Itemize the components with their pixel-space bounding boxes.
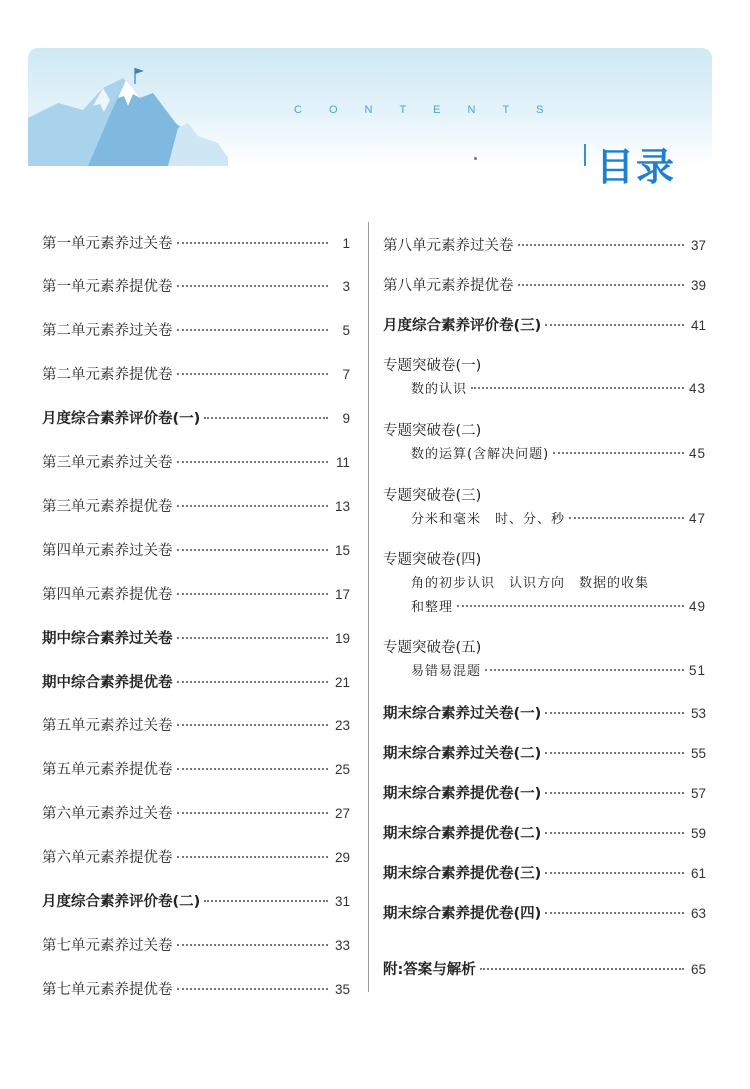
dot-leader bbox=[177, 681, 329, 683]
toc-entry[interactable]: 第二单元素养过关卷 5 bbox=[42, 323, 350, 339]
dot-leader bbox=[471, 387, 684, 389]
toc-entry[interactable]: 第五单元素养提优卷 25 bbox=[42, 762, 350, 778]
dot-leader bbox=[204, 900, 328, 902]
toc-entry[interactable]: 第一单元素养提优卷 3 bbox=[42, 279, 350, 295]
dot-leader bbox=[569, 517, 684, 519]
toc-subentry[interactable]: 数的认识 43 bbox=[411, 381, 706, 397]
toc-entry[interactable]: 第六单元素养过关卷 27 bbox=[42, 806, 350, 822]
dot-leader bbox=[177, 812, 329, 814]
dot-leader bbox=[545, 872, 684, 874]
dot-leader bbox=[177, 768, 329, 770]
toc-section-heading[interactable]: 专题突破卷(二) bbox=[383, 423, 482, 439]
toc-entry[interactable]: 期中综合素养提优卷 21 bbox=[42, 675, 350, 691]
dot-leader bbox=[518, 244, 685, 246]
toc-subentry[interactable]: 分米和毫米 时、分、秒 47 bbox=[411, 511, 706, 527]
toc-entry[interactable]: 月度综合素养评价卷(一) 9 bbox=[42, 411, 350, 427]
decor-dot bbox=[474, 157, 477, 160]
toc-section-heading[interactable]: 专题突破卷(四) bbox=[383, 552, 482, 568]
dot-leader bbox=[485, 669, 684, 671]
dot-leader bbox=[545, 792, 684, 794]
dot-leader bbox=[518, 284, 685, 286]
toc-entry[interactable]: 月度综合素养评价卷(三) 41 bbox=[383, 318, 706, 334]
toc-entry[interactable]: 第七单元素养过关卷 33 bbox=[42, 938, 350, 954]
dot-leader bbox=[177, 637, 329, 639]
toc-entry[interactable]: 期末综合素养提优卷(四) 63 bbox=[383, 906, 706, 922]
toc-entry[interactable]: 第八单元素养提优卷 39 bbox=[383, 278, 706, 294]
toc-subentry-line[interactable]: 角的初步认识 认识方向 数据的收集 bbox=[411, 576, 650, 591]
toc-entry[interactable]: 第四单元素养过关卷 15 bbox=[42, 543, 350, 559]
dot-leader bbox=[177, 373, 329, 375]
mountain-illustration bbox=[28, 48, 228, 166]
toc-entry[interactable]: 第八单元素养过关卷 37 bbox=[383, 238, 706, 254]
dot-leader bbox=[553, 452, 684, 454]
toc-section-heading[interactable]: 专题突破卷(一) bbox=[383, 358, 482, 374]
toc-right-column bbox=[368, 222, 711, 992]
toc-subentry[interactable]: 易错易混题 51 bbox=[411, 663, 706, 679]
toc-entry[interactable]: 期末综合素养过关卷(二) 55 bbox=[383, 746, 706, 762]
toc-entry[interactable]: 月度综合素养评价卷(二) 31 bbox=[42, 894, 350, 910]
toc-entry[interactable]: 第四单元素养提优卷 17 bbox=[42, 587, 350, 603]
toc-entry[interactable]: 期末综合素养提优卷(二) 59 bbox=[383, 826, 706, 842]
page-title: 目录 bbox=[596, 145, 677, 189]
toc-entry-answers[interactable]: 附:答案与解析 65 bbox=[383, 962, 706, 978]
dot-leader bbox=[545, 912, 684, 914]
dot-leader bbox=[177, 505, 329, 507]
dot-leader bbox=[204, 417, 328, 419]
header-banner bbox=[28, 48, 712, 189]
dot-leader bbox=[177, 461, 329, 463]
dot-leader bbox=[545, 752, 684, 754]
toc-entry[interactable]: 第七单元素养提优卷 35 bbox=[42, 982, 350, 998]
dot-leader bbox=[457, 605, 684, 607]
toc-section-heading[interactable]: 专题突破卷(五) bbox=[383, 640, 482, 656]
dot-leader bbox=[177, 988, 329, 990]
toc-entry[interactable]: 第六单元素养提优卷 29 bbox=[42, 850, 350, 866]
dot-leader bbox=[177, 285, 329, 287]
toc-entry[interactable]: 期末综合素养提优卷(一) 57 bbox=[383, 786, 706, 802]
toc-entry[interactable]: 第二单元素养提优卷 7 bbox=[42, 367, 350, 383]
dot-leader bbox=[545, 324, 684, 326]
dot-leader bbox=[177, 856, 329, 858]
toc-entry[interactable]: 期末综合素养提优卷(三) 61 bbox=[383, 866, 706, 882]
dot-leader bbox=[545, 712, 684, 714]
dot-leader bbox=[177, 549, 329, 551]
toc-entry[interactable]: 第一单元素养过关卷 1 bbox=[42, 236, 350, 252]
dot-leader bbox=[177, 329, 329, 331]
dot-leader bbox=[177, 944, 329, 946]
toc-subentry[interactable]: 数的运算(含解决问题) 45 bbox=[411, 446, 706, 462]
toc-subentry[interactable]: 和整理 49 bbox=[411, 599, 706, 615]
dot-leader bbox=[545, 832, 684, 834]
contents-word: CONTENTS bbox=[294, 104, 571, 116]
toc-entry[interactable]: 期中综合素养过关卷 19 bbox=[42, 631, 350, 647]
dot-leader bbox=[177, 593, 329, 595]
title-divider bbox=[584, 144, 586, 166]
toc-entry[interactable]: 第五单元素养过关卷 23 bbox=[42, 718, 350, 734]
toc-section-heading[interactable]: 专题突破卷(三) bbox=[383, 488, 482, 504]
toc-entry[interactable]: 第三单元素养提优卷 13 bbox=[42, 499, 350, 515]
dot-leader bbox=[177, 724, 329, 726]
toc-entry[interactable]: 第三单元素养过关卷 11 bbox=[42, 455, 350, 471]
dot-leader bbox=[177, 242, 329, 244]
toc-entry[interactable]: 期末综合素养过关卷(一) 53 bbox=[383, 706, 706, 722]
dot-leader bbox=[480, 968, 684, 970]
